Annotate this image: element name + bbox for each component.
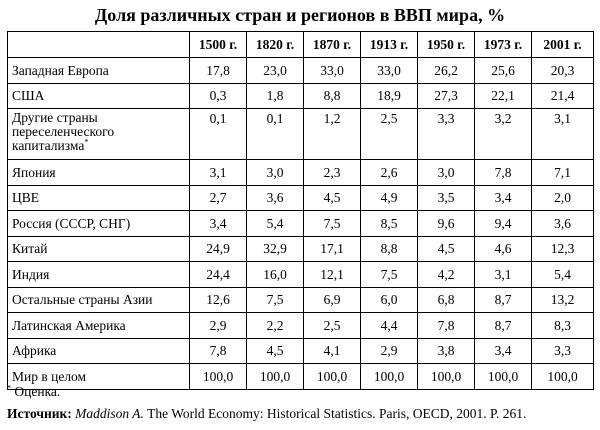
region-label: США (12, 88, 45, 104)
footnote-marker: * (84, 137, 89, 147)
region-cell (8, 109, 190, 160)
table-row (8, 211, 594, 237)
table-row (8, 83, 594, 109)
region-cell (8, 211, 190, 237)
value-cell: 4,9 (361, 185, 418, 211)
footnote-mark: * (7, 383, 11, 393)
value-cell: 3,2 (475, 109, 532, 160)
value-cell: 100,0 (190, 364, 247, 390)
region-cell (8, 313, 190, 339)
value-cell: 23,0 (247, 58, 304, 84)
value-cell: 1,2 (304, 109, 361, 160)
year-header: 2001 г. (532, 32, 594, 58)
value-cell: 3,6 (532, 211, 594, 237)
value-cell: 21,4 (532, 83, 594, 109)
value-cell: 8,3 (532, 313, 594, 339)
value-cell: 3,4 (475, 185, 532, 211)
value-cell: 3,6 (247, 185, 304, 211)
source-text: The World Economy: Historical Statistics. Paris, OECD, 2001. P. 261. (147, 406, 527, 421)
value-cell: 3,4 (190, 211, 247, 237)
source-line (7, 406, 526, 422)
value-cell: 3,4 (475, 338, 532, 364)
value-cell: 0,1 (247, 109, 304, 160)
table-row (8, 287, 594, 313)
value-cell: 7,8 (418, 313, 475, 339)
value-cell: 2,9 (361, 338, 418, 364)
value-cell: 18,9 (361, 83, 418, 109)
value-cell: 7,1 (532, 160, 594, 186)
value-cell: 3,3 (418, 109, 475, 160)
value-cell: 7,5 (247, 287, 304, 313)
corner-cell (8, 32, 190, 58)
region-label: Индия (12, 266, 50, 282)
value-cell: 100,0 (247, 364, 304, 390)
value-cell: 100,0 (304, 364, 361, 390)
value-cell: 100,0 (475, 364, 532, 390)
footnote (7, 384, 60, 400)
value-cell: 4,5 (418, 236, 475, 262)
region-cell (8, 83, 190, 109)
table-row (8, 58, 594, 84)
value-cell: 16,0 (247, 262, 304, 288)
region-label: Япония (12, 164, 56, 180)
value-cell: 4,5 (304, 185, 361, 211)
region-label: Остальные страны Азии (12, 292, 153, 308)
value-cell: 2,0 (532, 185, 594, 211)
value-cell: 3,1 (475, 262, 532, 288)
value-cell: 0,3 (190, 83, 247, 109)
year-header: 1500 г. (190, 32, 247, 58)
table-row (8, 236, 594, 262)
value-cell: 2,6 (361, 160, 418, 186)
value-cell: 2,5 (304, 313, 361, 339)
value-cell: 100,0 (418, 364, 475, 390)
value-cell: 2,5 (361, 109, 418, 160)
region-label: Россия (СССР, СНГ) (12, 215, 131, 231)
value-cell: 7,8 (475, 160, 532, 186)
value-cell: 4,6 (475, 236, 532, 262)
value-cell: 4,2 (418, 262, 475, 288)
value-cell: 3,0 (418, 160, 475, 186)
value-cell: 2,9 (190, 313, 247, 339)
region-label: ЦВЕ (12, 190, 39, 206)
value-cell: 0,1 (190, 109, 247, 160)
value-cell: 22,1 (475, 83, 532, 109)
value-cell: 33,0 (361, 58, 418, 84)
region-cell (8, 262, 190, 288)
value-cell: 4,1 (304, 338, 361, 364)
region-cell (8, 338, 190, 364)
value-cell: 7,5 (304, 211, 361, 237)
value-cell: 7,8 (190, 338, 247, 364)
table-row (8, 313, 594, 339)
region-label: Западная Европа (12, 62, 109, 78)
value-cell: 8,8 (304, 83, 361, 109)
region-cell (8, 287, 190, 313)
value-cell: 5,4 (247, 211, 304, 237)
value-cell: 24,9 (190, 236, 247, 262)
value-cell: 5,4 (532, 262, 594, 288)
value-cell: 6,8 (418, 287, 475, 313)
value-cell: 3,5 (418, 185, 475, 211)
year-header: 1820 г. (247, 32, 304, 58)
source-author: Maddison A. (75, 406, 144, 421)
region-cell (8, 236, 190, 262)
year-header: 1870 г. (304, 32, 361, 58)
value-cell: 4,4 (361, 313, 418, 339)
value-cell: 12,6 (190, 287, 247, 313)
value-cell: 24,4 (190, 262, 247, 288)
value-cell: 3,0 (247, 160, 304, 186)
value-cell: 8,7 (475, 287, 532, 313)
value-cell: 9,4 (475, 211, 532, 237)
value-cell: 12,1 (304, 262, 361, 288)
value-cell: 4,5 (247, 338, 304, 364)
value-cell: 7,5 (361, 262, 418, 288)
table-body (8, 58, 594, 390)
value-cell: 32,9 (247, 236, 304, 262)
value-cell: 33,0 (304, 58, 361, 84)
value-cell: 3,1 (532, 109, 594, 160)
value-cell: 2,3 (304, 160, 361, 186)
value-cell: 26,2 (418, 58, 475, 84)
value-cell: 13,2 (532, 287, 594, 313)
value-cell: 3,8 (418, 338, 475, 364)
region-label: Африка (12, 343, 57, 359)
value-cell: 17,8 (190, 58, 247, 84)
value-cell: 8,7 (475, 313, 532, 339)
value-cell: 9,6 (418, 211, 475, 237)
table-row (8, 109, 594, 160)
table-row (8, 160, 594, 186)
footnote-text: Оценка. (14, 384, 61, 399)
value-cell: 27,3 (418, 83, 475, 109)
value-cell: 8,5 (361, 211, 418, 237)
value-cell: 3,1 (190, 160, 247, 186)
value-cell: 1,8 (247, 83, 304, 109)
value-cell: 6,0 (361, 287, 418, 313)
source-label: Источник: (7, 406, 72, 421)
table-title: Доля различных стран и регионов в ВВП мира, % (94, 5, 506, 25)
table-row (8, 364, 594, 390)
region-cell (8, 160, 190, 186)
table-row (8, 262, 594, 288)
table-row (8, 338, 594, 364)
value-cell: 25,6 (475, 58, 532, 84)
region-label: Мир в целом (12, 368, 87, 384)
region-cell (8, 185, 190, 211)
region-cell (8, 58, 190, 84)
value-cell: 2,7 (190, 185, 247, 211)
gdp-share-table (7, 31, 594, 390)
value-cell: 100,0 (532, 364, 594, 390)
year-header: 1913 г. (361, 32, 418, 58)
region-label: Другие страны переселенческого капитализма (12, 110, 115, 153)
year-header: 1950 г. (418, 32, 475, 58)
value-cell: 8,8 (361, 236, 418, 262)
value-cell: 17,1 (304, 236, 361, 262)
region-label: Китай (12, 241, 48, 257)
year-header: 1973 г. (475, 32, 532, 58)
value-cell: 2,2 (247, 313, 304, 339)
region-label: Латинская Америка (12, 317, 126, 333)
header-row (8, 32, 594, 58)
value-cell: 12,3 (532, 236, 594, 262)
value-cell: 20,3 (532, 58, 594, 84)
table-row (8, 185, 594, 211)
value-cell: 100,0 (361, 364, 418, 390)
value-cell: 6,9 (304, 287, 361, 313)
value-cell: 3,3 (532, 338, 594, 364)
